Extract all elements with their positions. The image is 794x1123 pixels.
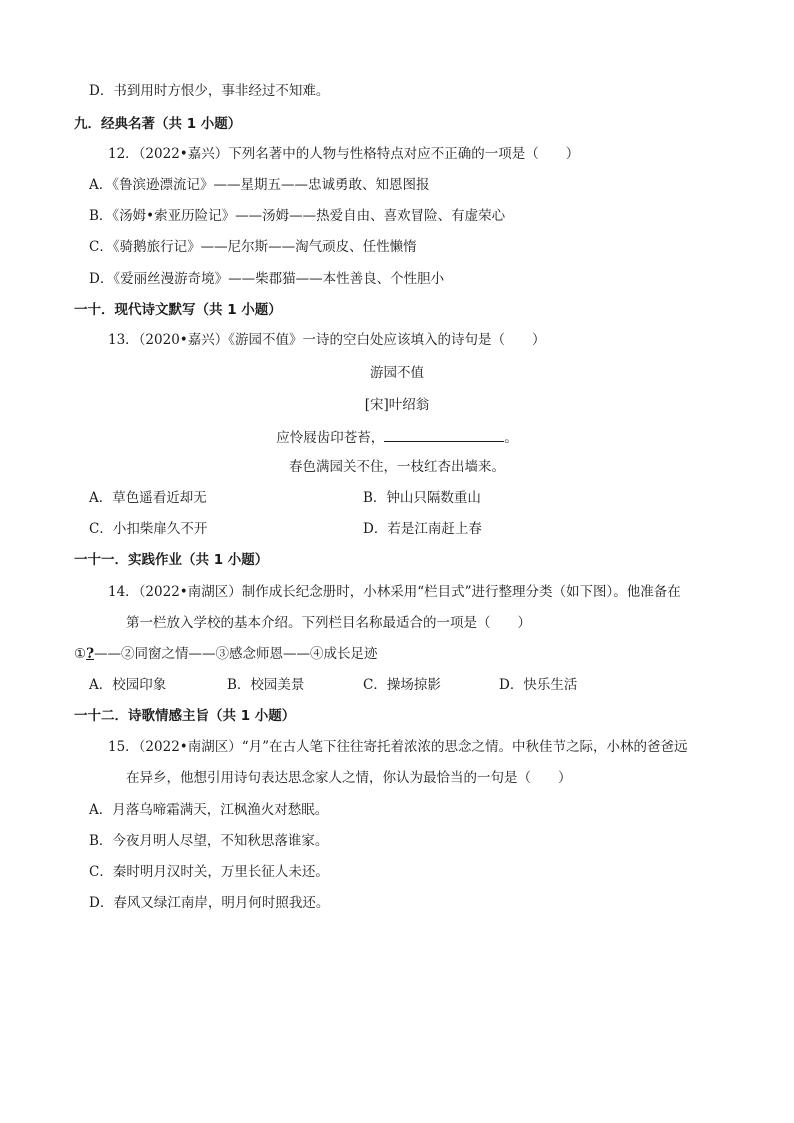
- poem-line-1-text: 应怜屐齿印苍苔，: [276, 430, 385, 446]
- question-14-line-1: 14．（2022•南湖区）制作成长纪念册时，小林采用“栏目式”进行整理分类（如下图）。他准备在: [108, 584, 681, 600]
- q12-option-b: B．《汤姆•索亚历险记》——汤姆——热爱自由、喜欢冒险、有虚荣心: [89, 208, 506, 224]
- poem-line-1-end: 。: [504, 430, 518, 446]
- q13-option-a: A．草色遥看近却无: [89, 490, 207, 506]
- q12-option-a: A．《鲁滨逊漂流记》——星期五——忠诚勇敢、知恩图报: [89, 177, 430, 193]
- section-heading-10: 一十．现代诗文默写（共 1 小题）: [74, 302, 282, 318]
- option-d-previous: D．书到用时方恨少，事非经过不知难。: [89, 83, 330, 99]
- question-12: 12．（2022•嘉兴）下列名著中的人物与性格特点对应不正确的一项是（ ）: [108, 146, 580, 162]
- q13-option-c: C．小扣柴扉久不开: [89, 521, 208, 537]
- poem-title: 游园不值: [370, 365, 424, 381]
- question-15-line-1: 15．（2022•南湖区）“月”在古人笔下往往寄托着浓浓的思念之情。中秋佳节之际，小林的爸爸远: [108, 739, 688, 755]
- section-heading-12: 一十二．诗歌情感主旨（共 1 小题）: [74, 708, 296, 724]
- question-15-line-2: 在异乡，他想引用诗句表达思念家人之情，你认为最恰当的一句是（ ）: [126, 770, 572, 786]
- q12-option-c: C．《骑鹅旅行记》——尼尔斯——淘气顽皮、任性懒惰: [89, 239, 417, 255]
- q14-option-a: A．校园印象: [89, 677, 167, 693]
- column-1-number: ①: [74, 646, 87, 662]
- column-others: ——②同窗之情——③感念师恩——④成长足迹: [94, 646, 378, 662]
- question-14-line-2: 第一栏放入学校的基本介绍。下列栏目名称最适合的一项是（ ）: [126, 615, 531, 631]
- poem-author: [宋]叶绍翁: [364, 397, 430, 413]
- poem-line-2: 春色满园关不住，一枝红杏出墙来。: [289, 459, 505, 475]
- q12-option-d: D．《爱丽丝漫游奇境》——柴郡猫——本性善良、个性胆小: [89, 271, 445, 287]
- q14-option-b: B．校园美景: [227, 677, 305, 693]
- q15-option-b: B．今夜月明人尽望，不知秋思落谁家。: [89, 833, 329, 849]
- q13-option-d: D．若是江南赶上春: [363, 521, 482, 537]
- poem-line-1: [0, 427, 794, 447]
- q14-option-d: D．快乐生活: [499, 677, 578, 693]
- q13-option-b: B．钟山只隔数重山: [363, 490, 481, 506]
- q15-option-a: A．月落乌啼霜满天，江枫渔火对愁眠。: [89, 802, 329, 818]
- q14-option-c: C．操场掠影: [363, 677, 441, 693]
- question-13: 13．（2020•嘉兴）《游园不值》一诗的空白处应该填入的诗句是（ ）: [108, 332, 546, 348]
- section-heading-9: 九．经典名著（共 1 小题）: [74, 116, 242, 132]
- q15-option-d: D．春风又绿江南岸，明月何时照我还。: [89, 895, 330, 911]
- q15-option-c: C．秦时明月汉时关，万里长征人未还。: [89, 864, 329, 880]
- fill-in-blank: [384, 427, 504, 442]
- column-names: [74, 645, 378, 663]
- section-heading-11: 一十一．实践作业（共 1 小题）: [74, 552, 269, 568]
- column-1-blank: ?: [86, 646, 95, 662]
